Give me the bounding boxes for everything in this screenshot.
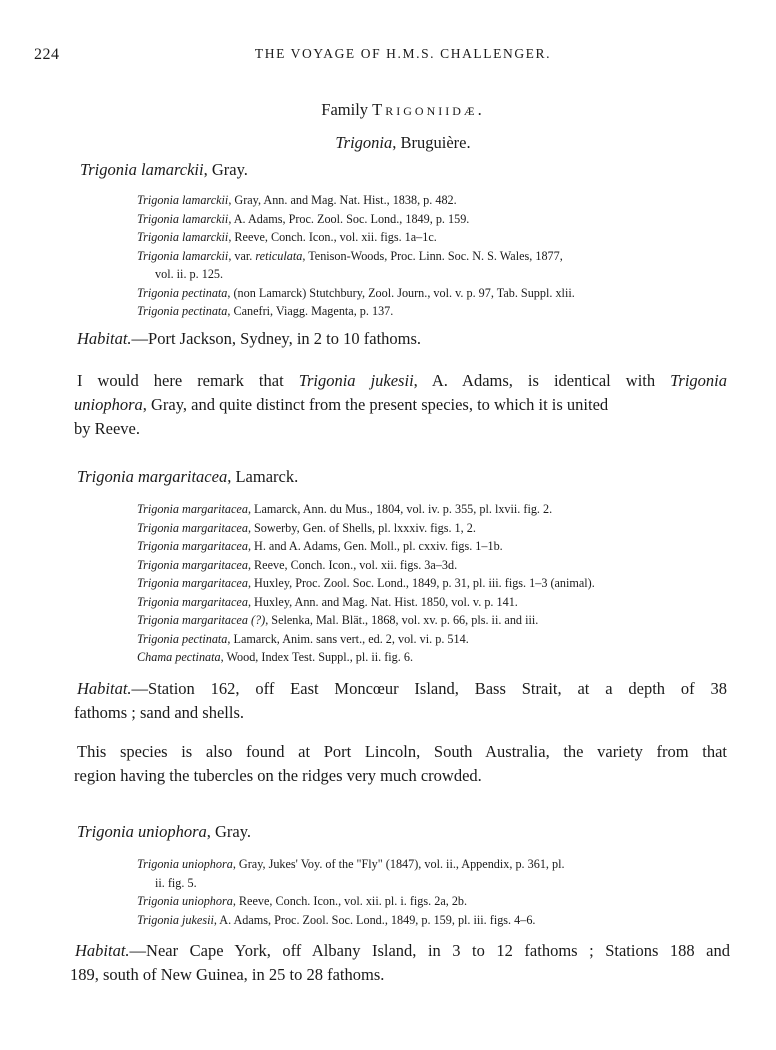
synonym-ref: , (non Lamarck) Stutchbury, Zool. Journ., vol. v. p. 97, Tab. Suppl. xlii. [227,285,575,300]
synonym-ref: , Wood, Index Test. Suppl., pl. ii. fig. 6. [220,650,413,664]
synonym-name: Trigonia pectinata [137,285,228,300]
remark-taxon: Trigonia [670,371,727,390]
synonym-ref: , Selenka, Mal. Blät., 1868, vol. xv. p. 66, pls. ii. and iii. [265,613,539,627]
synonym-ref: , A. Adams, Proc. Zool. Soc. Lond., 1849, p. 159, pl. iii. figs. 4–6. [213,912,536,927]
synonym-name: Trigonia lamarckii [137,211,229,226]
synonymy-list [137,500,737,667]
synonym-entry [137,228,737,247]
synonym-ref: , Tenison-Woods, Proc. Linn. Soc. N. S. Wales, 1877, [302,248,563,263]
synonym-entry [137,302,737,321]
habitat-paragraph [74,677,727,725]
habitat-label: Habitat. [75,941,130,960]
synonym-ref: , A. Adams, Proc. Zool. Soc. Lond., 1849, p. 159. [228,211,470,226]
synonym-name: Trigonia pectinata [137,631,228,646]
remark-text: , Gray, and quite distinct from the present species, to which it is united [142,395,609,414]
synonym-name: Trigonia margaritacea [137,502,248,516]
synonym-ref: , Lamarck, Ann. du Mus., 1804, vol. iv. p. 355, pl. lxvii. fig. 2. [247,502,553,516]
synonym-name: Trigonia margaritacea [137,539,248,553]
remark-taxon: uniophora [74,395,143,414]
habitat-text: 189, south of New Guinea, in 25 to 28 fathoms. [70,965,385,984]
synonym-ref: , Huxley, Ann. and Mag. Nat. Hist. 1850, vol. v. p. 141. [247,594,518,609]
running-title: THE VOYAGE OF H.M.S. CHALLENGER. [254,46,552,61]
habitat-text: —Port Jackson, Sydney, in 2 to 10 fathoms. [131,329,422,348]
family-prefix: Family [321,100,369,119]
synonym-entry [137,247,737,266]
variety-name: reticulata [255,248,303,263]
remark-text: region having the tubercles on the ridges very much crowded. [74,766,482,785]
synonym-name: Trigonia lamarckii [137,230,229,244]
synonym-entry [137,574,737,593]
synonym-continuation: ii. fig. 5. [155,875,197,890]
synonym-ref: , Gray, Ann. and Mag. Nat. Hist., 1838, p. 482. [228,193,457,207]
remark-paragraph [74,740,727,788]
synonym-ref: , Reeve, Conch. Icon., vol. xii. figs. 1a–1c. [228,230,437,244]
genus-heading [0,133,776,153]
species-name: Trigonia uniophora [77,822,207,841]
synonym-ref: , H. and A. Adams, Gen. Moll., pl. cxxiv. figs. 1–1b. [247,539,503,553]
synonym-name: Trigonia lamarckii [137,193,229,207]
remark-text: by Reeve. [74,419,140,438]
synonym-entry [137,537,737,556]
species-name: Trigonia lamarckii [80,160,204,179]
synonym-entry [137,284,737,303]
synonym-entry [137,892,737,911]
synonym-continuation: vol. ii. p. 125. [155,267,224,281]
synonym-ref: , Reeve, Conch. Icon., vol. xii. figs. 3a–3d. [247,557,458,572]
synonym-entry [137,191,737,210]
species-author: , Gray. [206,822,252,841]
synonym-name: Trigonia margaritacea [137,594,248,609]
habitat-label: Habitat. [77,329,132,348]
species-heading [80,160,248,180]
species-heading [77,822,251,842]
synonymy-list [137,191,737,321]
synonym-ref: , Sowerby, Gen. of Shells, pl. lxxxiv. figs. 1, 2. [247,520,476,535]
remark-paragraph [74,369,727,441]
remark-taxon: Trigonia jukesii [298,371,414,390]
synonym-name: Chama pectinata [137,650,221,664]
species-author: , Gray. [203,160,248,179]
genus-name: Trigonia [335,133,393,152]
synonym-ref: , Reeve, Conch. Icon., vol. xii. pl. i. figs. 2a, 2b. [232,894,468,908]
synonym-name: Trigonia jukesii [137,912,214,927]
synonym-name: Trigonia uniophora [137,894,233,908]
species-name: Trigonia margaritacea [77,467,228,486]
synonym-entry [137,210,737,229]
synonym-entry [137,630,737,649]
synonymy-list [137,855,737,929]
synonym-entry [137,593,737,612]
synonym-entry [137,519,737,538]
habitat-label: Habitat. [77,679,132,698]
species-author: , Lamarck. [227,467,299,486]
synonym-name: Trigonia margaritacea [137,557,248,572]
synonym-ref: , Lamarck, Anim. sans vert., ed. 2, vol. vi. p. 514. [227,631,469,646]
synonym-ref: , var. [228,248,256,263]
synonym-entry [137,611,737,630]
synonym-entry [137,911,737,930]
synonym-entry [137,855,737,874]
habitat-text: —Near Cape York, off Albany Island, in 3 to 12 fathoms ; Stations 188 and [129,941,730,960]
family-name: Trigoniidæ. [372,100,485,119]
synonym-name: Trigonia uniophora [137,857,233,871]
family-heading [0,100,776,120]
synonym-name: Trigonia lamarckii [137,248,229,263]
synonym-ref: , Canefri, Viagg. Magenta, p. 137. [227,304,394,318]
genus-author: , Bruguière. [392,133,471,152]
synonym-entry [137,648,737,667]
remark-text: , A. Adams, is identical with [413,371,671,390]
remark-text: This species is also found at Port Lincoln, South Australia, the variety from that [77,742,727,761]
habitat-paragraph [70,939,730,987]
synonym-ref: , Gray, Jukes' Voy. of the "Fly" (1847), vol. ii., Appendix, p. 361, pl. [232,857,565,871]
synonym-ref: , Huxley, Proc. Zool. Soc. Lond., 1849, p. 31, pl. iii. figs. 1–3 (animal). [247,576,595,590]
page-number: 224 [34,46,60,63]
habitat-text: —Station 162, off East Moncœur Island, Bass Strait, at a depth of 38 [131,679,727,698]
synonym-name: Trigonia margaritacea (?) [137,613,266,627]
synonym-name: Trigonia margaritacea [137,576,248,590]
synonym-entry [137,500,737,519]
synonym-entry [137,556,737,575]
species-heading [77,467,298,487]
habitat-paragraph [77,327,737,351]
synonym-name: Trigonia margaritacea [137,520,248,535]
habitat-text: fathoms ; sand and shells. [74,703,245,722]
remark-text: I would here remark that [77,371,299,390]
synonym-name: Trigonia pectinata [137,304,228,318]
